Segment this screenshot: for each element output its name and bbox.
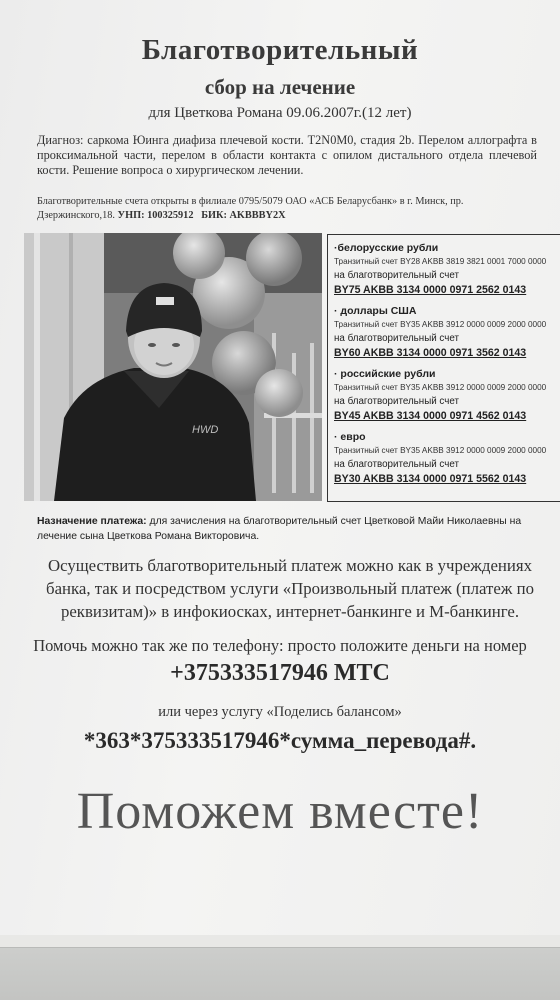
payment-methods-text: Осуществить благотворительный платеж можно как в учреждениях банка, так и посредством услуги «Произвольный платеж (платеж по реквизитам)» в инфокиосках, интернет-банкинге и М-банкинге. [46, 556, 534, 621]
balance-service-text: или через услугу «Поделись балансом» [158, 704, 402, 720]
to-account-label: на благотворительный счет [334, 396, 459, 407]
account-block-rub [334, 367, 560, 424]
patient-line: для Цветкова Романа 09.06.2007г.(12 лет) [148, 105, 412, 121]
account-number: BY30 AKBB 3134 0000 0971 5562 0143 [334, 473, 527, 485]
transit-account: Транзитный счет BY35 AKBB 3912 0000 0009 2000 0000 [334, 320, 547, 329]
phone-help-text: Помочь можно так же по телефону: просто положите деньги на номер [33, 636, 527, 655]
to-account-label: на благотворительный счет [334, 270, 459, 281]
to-account-label: на благотворительный счет [334, 333, 459, 344]
currency-label: · доллары США [334, 305, 417, 317]
transit-account: Транзитный счет BY35 AKBB 3912 0000 0009 2000 0000 [334, 446, 547, 455]
flyer-title: Благотворительный [141, 34, 419, 66]
currency-label: ·белорусские рубли [334, 242, 439, 254]
payment-purpose [37, 514, 547, 544]
account-block-usd [334, 304, 560, 361]
svg-text:HWD: HWD [192, 424, 219, 436]
account-number: BY45 AKBB 3134 0000 0971 4562 0143 [334, 410, 527, 422]
diagnosis-text: Диагноз: саркома Юинга диафиза плечевой кости. T2N0M0, стадия 2b. Перелом аллографта в проксимальной части, перелом в области контакта с опилом дистального отдела плечевой кости. Решение вопроса о хирургическом лечении. [37, 133, 537, 177]
slogan: Поможем вместе! [76, 783, 484, 840]
bank-branch-text: Благотворительные счета открыты в филиале 0795/5079 ОАО «АСБ Беларусбанк» в г. Минск, пр. Дзержинского,18. [37, 196, 464, 221]
background-surface [0, 935, 560, 1000]
frame-edge [0, 935, 560, 948]
account-number: BY60 AKBB 3134 0000 0971 3562 0143 [334, 347, 527, 359]
currency-label: · российские рубли [334, 368, 436, 380]
phone-number: +375333517946 МТС [170, 660, 390, 686]
payment-purpose-label: Назначение платежа: [37, 516, 147, 527]
bank-accounts-box [327, 234, 560, 502]
accounts-info [37, 195, 537, 223]
ussd-code: *363*375333517946*сумма_перевода#. [83, 728, 477, 753]
to-account-label: на благотворительный счет [334, 459, 459, 470]
currency-label: · евро [334, 431, 366, 443]
child-photo-image [24, 233, 322, 501]
unp-code: УНП: 100325912 [117, 210, 194, 221]
transit-account: Транзитный счет BY28 AKBB 3819 3821 0001 7000 0000 [334, 257, 547, 266]
bik-code: БИК: AKBBBY2X [201, 210, 286, 221]
account-block-byn [334, 241, 560, 298]
account-block-eur [334, 430, 560, 487]
payment-purpose-text: для зачисления на благотворительный счет Цветковой Майи Николаевны на лечение сына Цветкова Романа Викторовича. [37, 516, 522, 542]
flyer-subtitle: сбор на лечение [204, 75, 356, 99]
child-photo [24, 233, 322, 501]
account-number: BY75 AKBB 3134 0000 0971 2562 0143 [334, 284, 527, 296]
transit-account: Транзитный счет BY35 AKBB 3912 0000 0009 2000 0000 [334, 383, 547, 392]
